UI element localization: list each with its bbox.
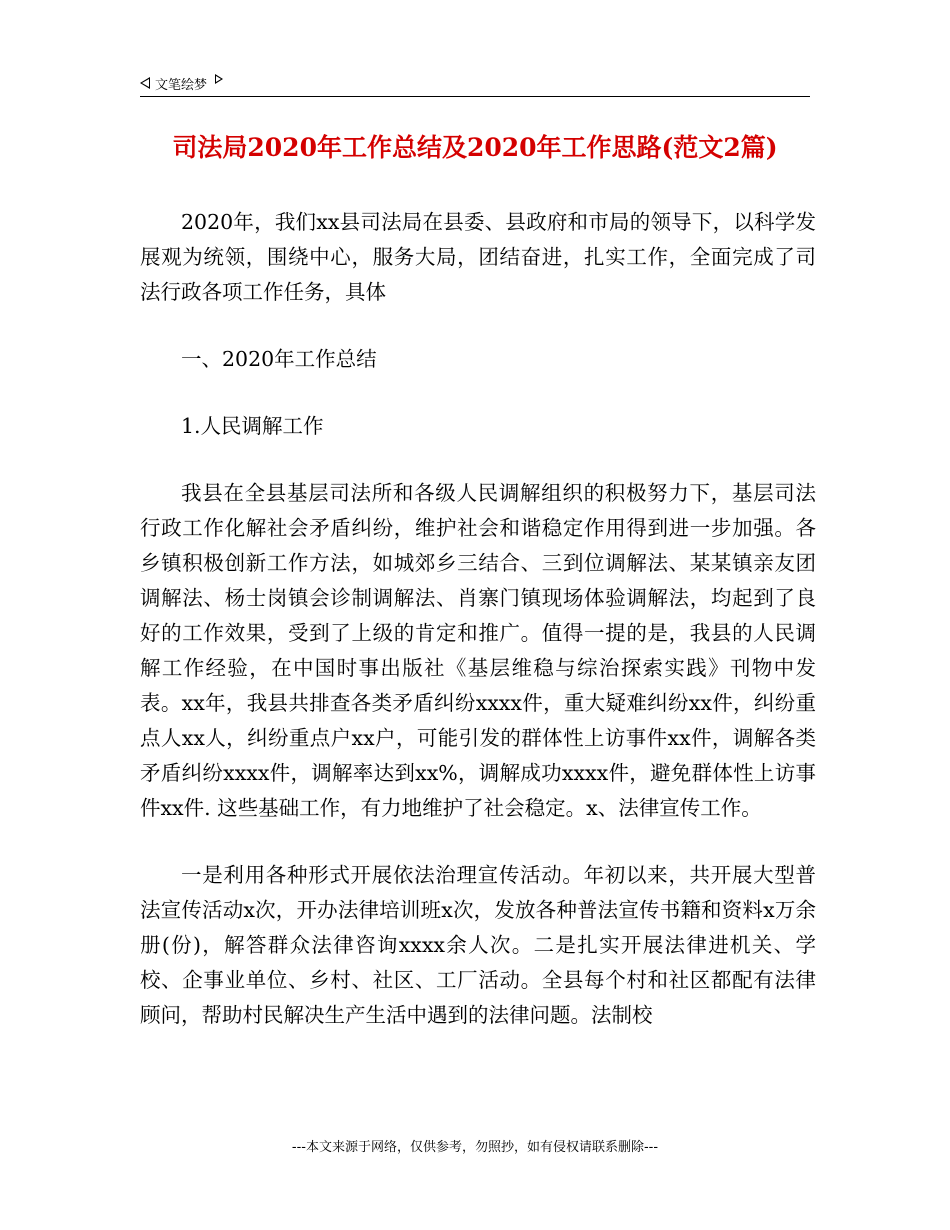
document-footer: ---本文来源于网络，仅供参考，勿照抄，如有侵权请联系删除---: [291, 1140, 659, 1155]
subsection-heading: 1.人民调解工作: [181, 414, 324, 438]
section-heading: 一、2020年工作总结: [181, 347, 377, 371]
header-label: 文笔绘梦: [155, 77, 208, 93]
document-title: 司法局2020年工作总结及2020年工作思路(范文2篇): [172, 133, 778, 162]
triangle-left-icon: [140, 77, 150, 89]
triangle-right-icon: [215, 74, 223, 84]
header-divider: [140, 96, 810, 97]
document-body: [140, 205, 816, 1065]
document-header: [140, 72, 810, 94]
body-paragraph-1: 我县在全县基层司法所和各级人民调解组织的积极努力下，基层司法行政工作化解社会矛盾纠纷，维护社会和谐稳定作用得到进一步加强。各乡镇积极创新工作方法，如城郊乡三结合、三到位调解法、某某镇亲友团调解法、杨士岗镇会诊制调解法、肖寨门镇现场体验调解法，均起到了良好的工作效果，受到了上级的肯定和推广。值得一提的是，我县的人民调解工作经验，在中国时事出版社《基层维稳与综治探索实践》刊物中发表。xx年，我县共排查各类矛盾纠纷xxxx件，重大疑难纠纷xx件，纠纷重点人xx人，纠纷重点户xx户，可能引发的群体性上访事件xx件，调解各类矛盾纠纷xxxx件，调解率达到xx%，调解成功xxxx件，避免群体性上访事件xx件. 这些基础工作，有力地维护了社会稳定。x、法律宣传工作。: [140, 481, 816, 820]
body-paragraph-2: 一是利用各种形式开展依法治理宣传活动。年初以来，共开展大型普法宣传活动x次，开办法律培训班x次，发放各种普法宣传书籍和资料x万余册(份)，解答群众法律咨询xxxx余人次。二是扎实开展法律进机关、学校、企事业单位、乡村、社区、工厂活动。全县每个村和社区都配有法律顾问，帮助村民解决生产生活中遇到的法律问题。法制校: [140, 863, 816, 1027]
intro-paragraph: 2020年，我们xx县司法局在县委、县政府和市局的领导下，以科学发展观为统领，围绕中心，服务大局，团结奋进，扎实工作，全面完成了司法行政各项工作任务，具体: [140, 210, 816, 304]
